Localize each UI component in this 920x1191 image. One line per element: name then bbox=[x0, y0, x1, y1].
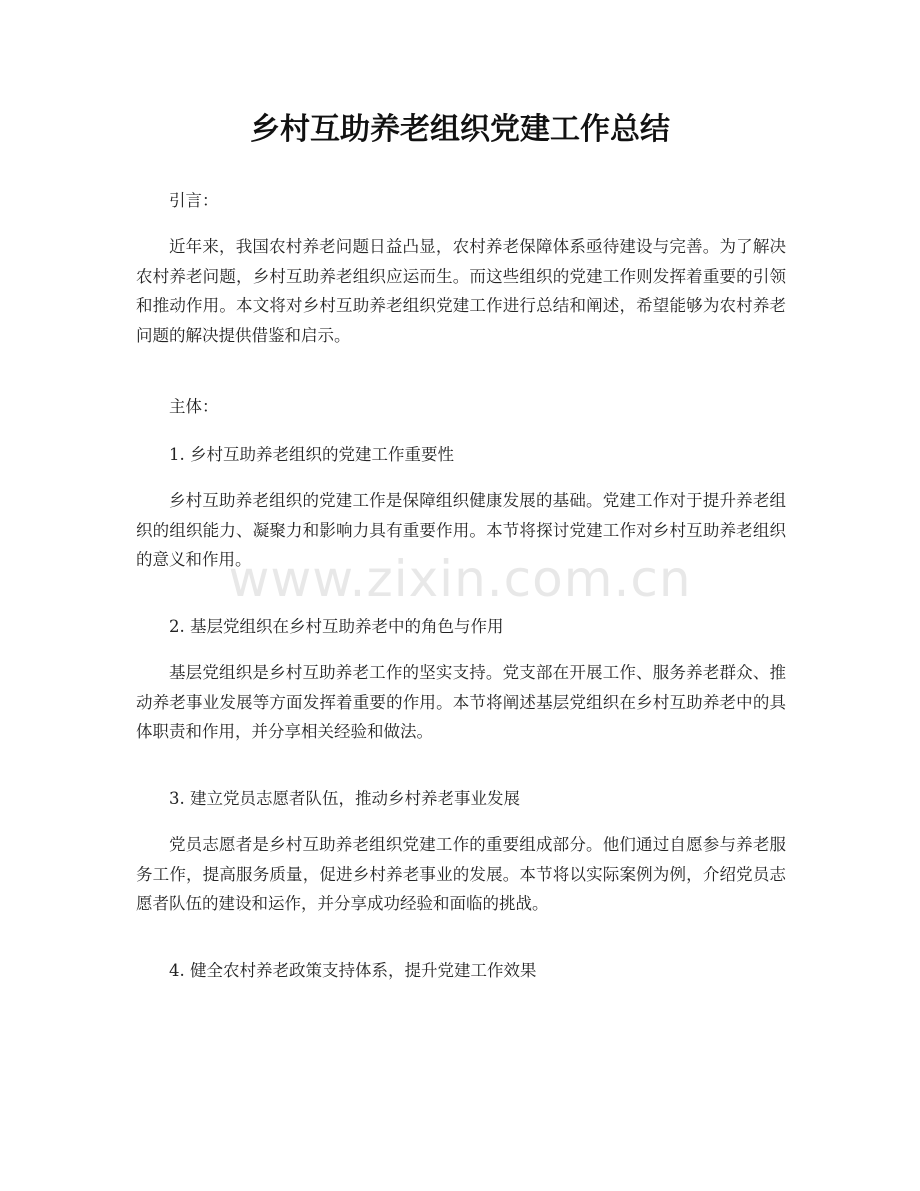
intro-label: 引言： bbox=[169, 191, 219, 210]
intro-paragraph: 近年来，我国农村养老问题日益凸显，农村养老保障体系亟待建设与完善。为了解决农村养老问题，乡村互助养老组织应运而生。而这些组织的党建工作则发挥着重要的引领和推动作用。本文将对乡村互助养老组织党建工作进行总结和阐述，希望能够为农村养老问题的解决提供借鉴和启示。 bbox=[136, 237, 786, 345]
section-2-paragraph: 基层党组织是乡村互助养老工作的坚实支持。党支部在开展工作、服务养老群众、推动养老事业发展等方面发挥着重要的作用。本节将阐述基层党组织在乡村互助养老中的具体职责和作用，并分享相关经验和做法。 bbox=[136, 663, 786, 741]
main-label: 主体： bbox=[169, 397, 219, 416]
section-2-heading: 2. 基层党组织在乡村互助养老中的角色与作用 bbox=[169, 617, 504, 636]
section-3-heading: 3. 建立党员志愿者队伍，推动乡村养老事业发展 bbox=[169, 789, 520, 808]
document-title: 乡村互助养老组织党建工作总结 bbox=[250, 112, 670, 147]
section-4-heading: 4. 健全农村养老政策支持体系，提升党建工作效果 bbox=[169, 961, 537, 980]
section-1-paragraph: 乡村互助养老组织的党建工作是保障组织健康发展的基础。党建工作对于提升养老组织的组织能力、凝聚力和影响力具有重要作用。本节将探讨党建工作对乡村互助养老组织的意义和作用。 bbox=[136, 491, 786, 569]
section-3-paragraph: 党员志愿者是乡村互助养老组织党建工作的重要组成部分。他们通过自愿参与养老服务工作，提高服务质量，促进乡村养老事业的发展。本节将以实际案例为例，介绍党员志愿者队伍的建设和运作，并分享成功经验和面临的挑战。 bbox=[136, 835, 786, 913]
watermark: www.zixin.com.cn bbox=[228, 550, 692, 608]
section-1-heading: 1. 乡村互助养老组织的党建工作重要性 bbox=[169, 445, 454, 464]
